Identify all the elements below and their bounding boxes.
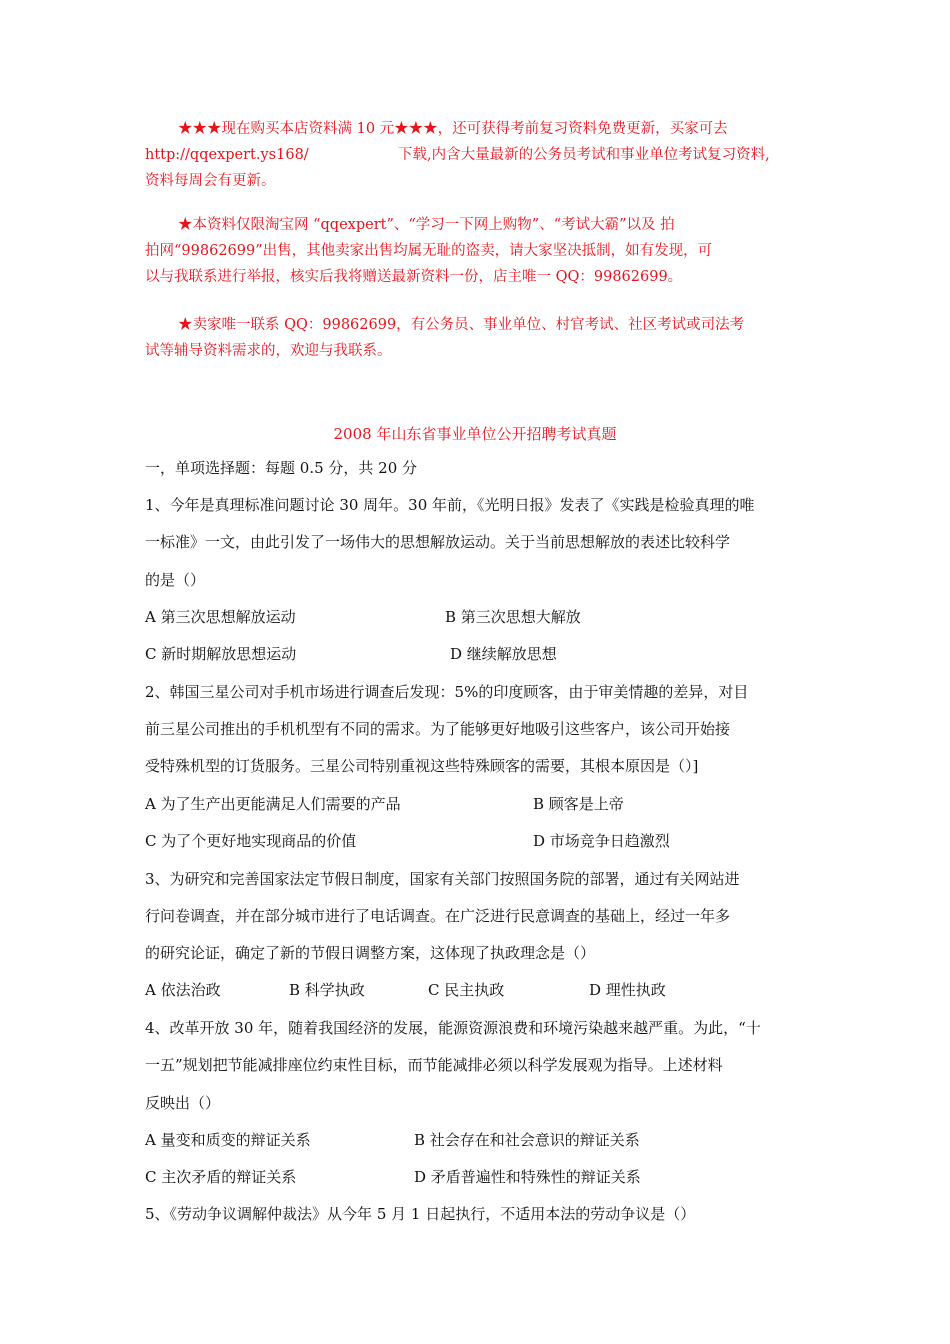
question-text: 的是（） [145, 571, 206, 589]
question-text: 4、改革开放 30 年，随着我国经济的发展，能源资源浪费和环境污染越来越严重。为此，“十 [145, 1019, 761, 1037]
option-d: D 市场竞争日趋激烈 [533, 832, 670, 850]
notice-line: ★★★现在购买本店资料满 10 元★★★，还可获得考前复习资料免费更新，买家可去 [178, 121, 728, 137]
question-text: 1、今年是真理标准问题讨论 30 周年。30 年前，《光明日报》发表了《实践是检验真理的唯 [145, 496, 755, 514]
option-a: A 第三次思想解放运动 [145, 608, 296, 626]
question-text: 3、为研究和完善国家法定节假日制度，国家有关部门按照国务院的部署，通过有关网站进 [145, 870, 740, 888]
notice-line: ★本资料仅限淘宝网 “qqexpert”、“学习一下网上购物”、“考试大霸”以及 拍 [178, 217, 675, 233]
option-a: A 量变和质变的辩证关系 [145, 1131, 311, 1149]
notice-line: 资料每周会有更新。 [145, 173, 276, 189]
option-d: D 理性执政 [589, 981, 666, 999]
question-text: 行问卷调查，并在部分城市进行了电话调查。在广泛进行民意调查的基础上，经过一年多 [145, 907, 731, 925]
option-a: A 依法治政 [145, 981, 221, 999]
option-d: D 继续解放思想 [450, 645, 557, 663]
section-heading: 一，单项选择题：每题 0.5 分，共 20 分 [145, 459, 418, 477]
notice-line: ★卖家唯一联系 QQ：99862699，有公务员、事业单位、村官考试、社区考试或司法考 [178, 317, 745, 333]
option-b: B 顾客是上帝 [533, 795, 624, 813]
option-b: B 社会存在和社会意识的辩证关系 [414, 1131, 640, 1149]
option-b: B 第三次思想大解放 [445, 608, 581, 626]
page-title: 2008 年山东省事业单位公开招聘考试真题 [333, 425, 617, 443]
question-text: 受特殊机型的订货服务。三星公司特别重视这些特殊顾客的需要，其根本原因是（）] [145, 757, 699, 775]
option-a: A 为了生产出更能满足人们需要的产品 [145, 795, 401, 813]
option-c: C 新时期解放思想运动 [145, 645, 297, 663]
option-c: C 民主执政 [428, 981, 505, 999]
notice-line: 以与我联系进行举报，核实后我将赠送最新资料一份，店主唯一 QQ：99862699。 [145, 269, 683, 285]
notice-line: 试等辅导资料需求的，欢迎与我联系。 [145, 343, 392, 359]
question-text: 2、韩国三星公司对手机市场进行调查后发现：5%的印度顾客，由于审美情趣的差异，对目 [145, 683, 749, 701]
question-text: 的研究论证，确定了新的节假日调整方案，这体现了执政理念是（） [145, 944, 596, 962]
option-b: B 科学执政 [289, 981, 365, 999]
question-text: 一标准》一文，由此引发了一场伟大的思想解放运动。关于当前思想解放的表述比较科学 [145, 533, 731, 551]
option-c: C 主次矛盾的辩证关系 [145, 1168, 297, 1186]
question-text: 5、《劳动争议调解仲裁法》从今年 5 月 1 日起执行，不适用本法的劳动争议是（） [145, 1205, 696, 1223]
question-text: 一五”规划把节能减排座位约束性目标，而节能减排必须以科学发展观为指导。上述材料 [145, 1056, 723, 1074]
question-text: 前三星公司推出的手机机型有不同的需求。为了能够更好地吸引这些客户，该公司开始接 [145, 720, 731, 738]
option-c: C 为了个更好地实现商品的价值 [145, 832, 357, 850]
notice-link[interactable]: http://qqexpert.ys168/ [145, 147, 309, 163]
notice-line: 下载,内含大量最新的公务员考试和事业单位考试复习资料, [398, 147, 770, 163]
option-d: D 矛盾普遍性和特殊性的辩证关系 [414, 1168, 641, 1186]
notice-line: 拍网“99862699”出售，其他卖家出售均属无耻的盗卖，请大家坚决抵制，如有发现，可 [145, 243, 713, 259]
question-text: 反映出（） [145, 1094, 221, 1112]
